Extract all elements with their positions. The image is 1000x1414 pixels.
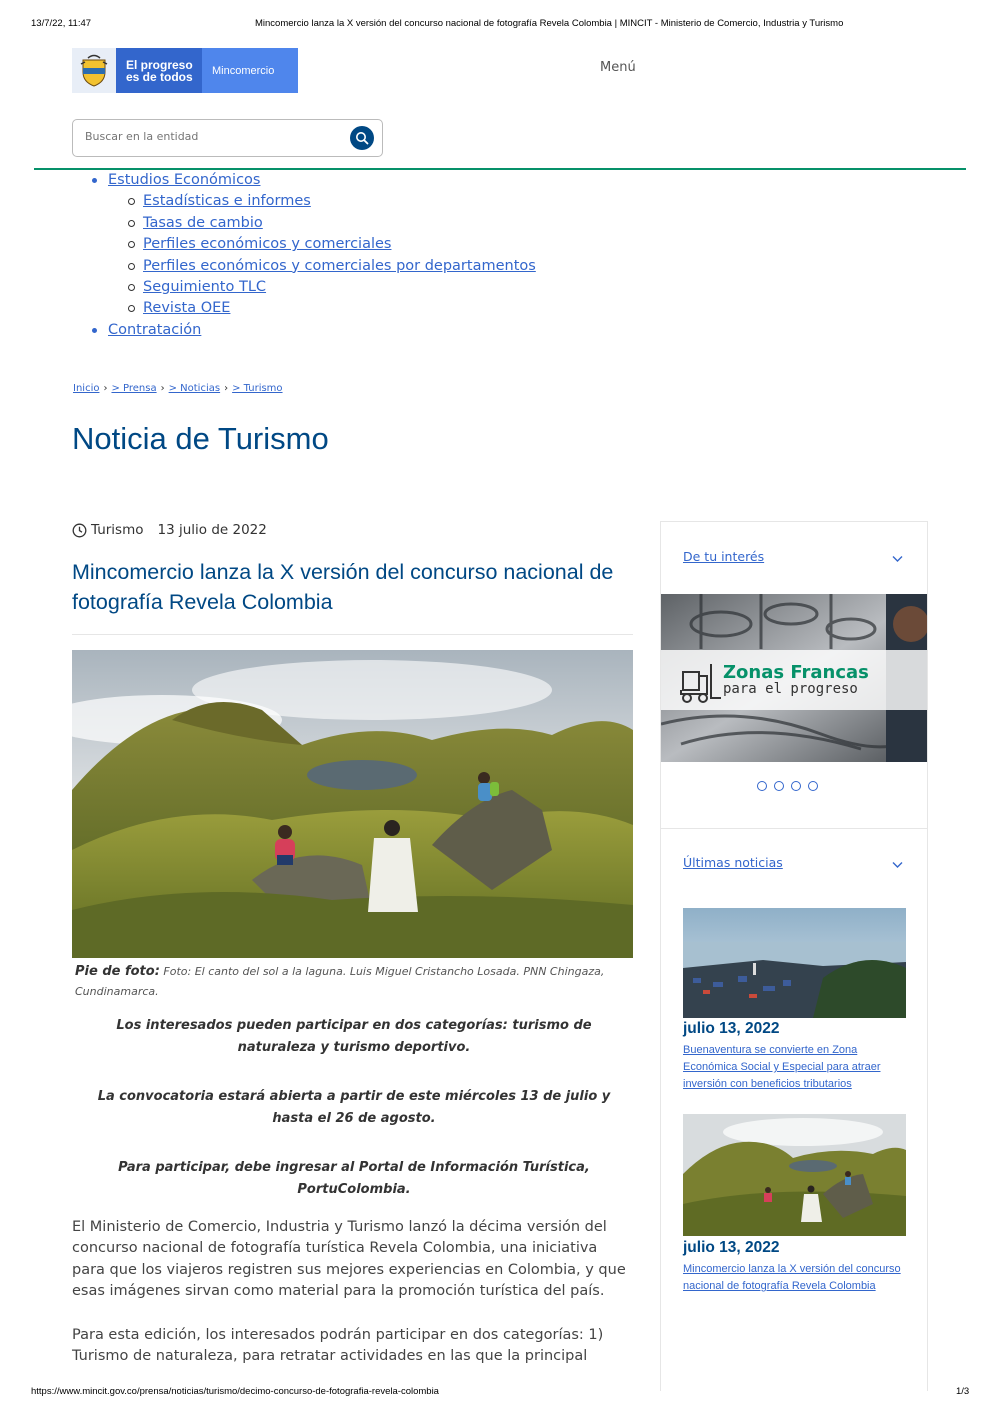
article-category: Turismo [91,522,144,538]
logo-line-1: El progreso [126,57,193,72]
nav-subitem [90,191,536,212]
print-url: https://www.mincit.gov.co/prensa/noticias/turismo/decimo-concurso-de-fotografia-revela-colombia [31,1386,439,1397]
nav-link-seguimiento-tlc[interactable]: Seguimiento TLC [143,279,267,296]
print-datetime: 13/7/22, 11:47 [31,18,92,29]
nav-link-estudios[interactable]: Estudios Económicos [108,172,261,188]
sidebar-divider [661,828,927,829]
news-thumbnail-buenaventura[interactable] [683,908,906,1018]
bullet-icon [92,178,97,183]
breadcrumb-separator: › [160,383,165,394]
nav-link-perfiles-departamentos[interactable]: Perfiles económicos y comerciales por departamentos [143,257,536,274]
breadcrumb-separator: › [103,383,108,394]
site-logo[interactable] [72,48,298,93]
nav-subitem [90,213,536,234]
nav-item-contratacion [90,320,536,341]
interest-heading[interactable]: De tu interés [683,549,765,564]
nav-subitem [90,277,536,298]
search-button[interactable] [350,126,374,150]
breadcrumb-prensa[interactable]: > Prensa [111,383,157,394]
carousel-dot-4[interactable] [808,781,818,791]
clock-icon [72,523,87,538]
nav-link-contratacion[interactable]: Contratación [108,321,202,338]
carousel-dot-2[interactable] [774,781,784,791]
photo-caption [75,962,631,1002]
banner-subtitle: para el progreso [723,681,858,697]
logo-slogan [116,48,202,93]
bullet-icon [92,328,97,333]
nav-subitem [90,234,536,255]
search-bar [72,119,383,157]
bullet-icon [128,263,135,270]
latest-news-heading[interactable]: Últimas noticias [683,855,783,870]
nav-menu [90,170,536,341]
body-paragraph-2: Para esta edición, los interesados podrán participar en dos categorías: 1) Turismo de naturaleza, para retratar actividades en las que la principal [72,1327,604,1365]
news-date-1: julio 13, 2022 [683,1020,780,1037]
logo-line-2: es de todos [126,69,193,84]
article-title: Mincomercio lanza la X versión del concurso nacional de fotografía Revela Colombia [72,560,614,614]
carousel-dot-1[interactable] [757,781,767,791]
interest-banner[interactable] [661,594,927,762]
print-page-number: 1/3 [956,1386,970,1397]
nav-link-tasas[interactable]: Tasas de cambio [143,214,263,231]
bullet-icon [128,305,135,312]
lead-paragraph-3: Para participar, debe ingresar al Portal de Información Turística, PortuColombia. [118,1160,590,1197]
news-date-2: julio 13, 2022 [683,1239,780,1256]
title-divider [72,634,633,635]
article-hero-image [72,650,633,958]
breadcrumb-turismo[interactable]: > Turismo [232,383,283,394]
carousel-indicators [757,781,818,791]
body-paragraph-1: El Ministerio de Comercio, Industria y Turismo lanzó la décima versión del concurso nacional de fotografía turística Revela Colombia, una iniciativa para que los viajeros registren sus mejores experiencias en Colombia, y que esas imágenes sirvan como material para la promoción turística del país. [72,1219,626,1300]
article-meta [72,522,267,538]
breadcrumb-separator: › [224,383,229,394]
logo-entity: Mincomercio [202,48,298,93]
nav-link-revista-oee[interactable]: Revista OEE [143,300,231,317]
caption-label: Pie de foto: [75,964,160,979]
news-link-2[interactable]: Mincomercio lanza la X versión del concurso nacional de fotografía Revela Colombia [683,1263,901,1292]
nav-link-perfiles[interactable]: Perfiles económicos y comerciales [143,236,392,253]
chevron-down-icon[interactable] [892,861,903,869]
print-doc-title: Mincomercio lanza la X versión del concurso nacional de fotografía Revela Colombia | MINCIT - Ministerio de Comercio, Industria y Turismo [255,18,844,29]
breadcrumb-inicio[interactable]: Inicio [73,383,100,394]
bullet-icon [128,284,135,291]
search-icon [355,131,369,145]
nav-item-estudios [90,170,536,191]
lead-paragraph-2: La convocatoria estará abierta a partir de este miércoles 13 de julio y hasta el 26 de agosto. [97,1089,611,1126]
caption-text: Foto: El canto del sol a la laguna. Luis Miguel Cristancho Losada. PNN Chingaza, Cundinamarca. [75,965,605,998]
bullet-icon [128,241,135,248]
news-link-1[interactable]: Buenaventura se convierte en Zona Económica Social y Especial para atraer inversión con beneficios tributarios [683,1044,881,1090]
nav-subitem [90,256,536,277]
breadcrumb [73,383,283,394]
search-input[interactable] [83,129,337,144]
lead-paragraph-1: Los interesados pueden participar en dos categorías: turismo de naturaleza y turismo deportivo. [116,1018,592,1055]
nav-subitem [90,298,536,319]
coat-of-arms-icon [72,48,116,93]
menu-button[interactable]: Menú [600,60,636,75]
nav-link-estadisticas[interactable]: Estadísticas e informes [143,193,311,210]
bullet-icon [128,198,135,205]
page-title: Noticia de Turismo [72,421,329,456]
carousel-dot-3[interactable] [791,781,801,791]
news-thumbnail-revela-colombia[interactable] [683,1114,906,1236]
bullet-icon [128,220,135,227]
chevron-down-icon[interactable] [892,555,903,563]
banner-title: Zonas Francas [723,662,869,683]
article-date: 13 julio de 2022 [157,522,267,538]
breadcrumb-noticias[interactable]: > Noticias [168,383,221,394]
